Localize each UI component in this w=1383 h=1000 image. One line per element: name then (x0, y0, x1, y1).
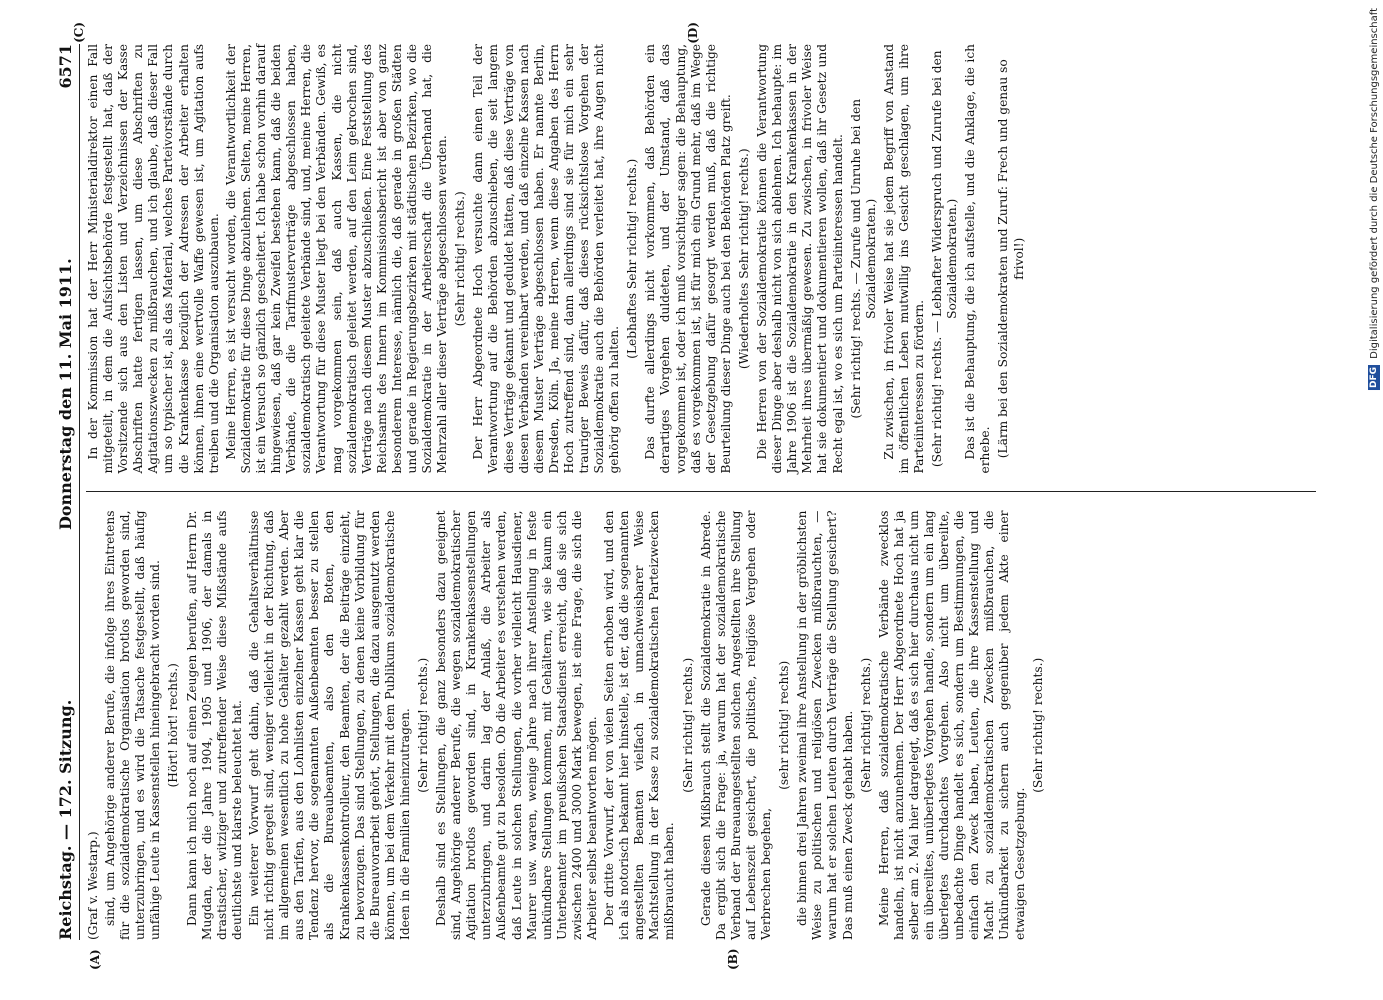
marker-d: (D) (685, 22, 700, 44)
paragraph: (Graf v. Westarp.) (85, 831, 100, 940)
paragraph: Ein weiterer Vorwurf geht dahin, daß die Gehaltsverhältnisse nicht richtig geregelt sind, weniger vielleicht in der Richtung, daß im allgemeinen wesentlich zu hohe Gehälter gezahlt werden. Aber aus den Tarifen, aus den Lohnlisten einzelner Kassen geht klar die Tendenz hervor, die sogenannten Außenbeamten besser zu stellen als die Bureaubeamten, also den Boten, den Krankenkassenkontrolleur, den Beamten, der die Beiträge einzieht, zu bevorzugen. Das sind Stellungen, zu denen keine Vorbildung für die Bureauvorarbeit gehört, Stellungen, die dazu ausgenutzt werden können, um bei dem Verkehr mit dem Publikum sozialdemokratische Ideen in die Familien hineinzutragen. (246, 510, 412, 940)
paragraph: Die Herren von der Sozialdemokratie können die Verantwortung dieser Dinge aber deshalb nicht von sich ablehnen. Ich behaupte: im Jahre 1906 ist die Sozialdemokratie in den Krankenkassen in der Mehrheit ihres übermäßig gewesen. Zu zwischen, in frivoler Weise hat sie dokumentiert und dokumentieren wollen, daß ihr Gesetz und Recht egal ist, wo es sich um Parteiinteressen handelt. (754, 44, 844, 474)
interjection: (Sehr richtig! rechts.) (858, 657, 873, 793)
paragraph: In der Kommission hat der Herr Ministerialdirektor einen Fall mitgeteilt, in dem die Aufsichtsbehörde festgestellt hat, daß der Vorsitzende sich aus den Listen und Verzeichnissen der Kasse Abschriften hatte fertigen lassen, um diese Abschriften zu Agitationszwecken zu mißbrauchen, und ich glaube, daß dieser Fall um so typischer ist, als das Material, welches Parteivorstände durch die Krankenkasse bezüglich der Adressen der Arbeiter erhalten können, ihnen eine wertvolle Waffe gewesen ist, um Agitation aufs treiben und die Organisation auszubauen. (85, 44, 221, 474)
paragraph: Dann kann ich mich noch auf einen Zeugen berufen, auf Herrn Dr. Mugdan, der die Jahre 1904, 1905 und 1906, der damals in drastischer, witziger und zutreffender Weise diese Mißstände aufs deutlichste und klarste beleuchtet hat. (184, 510, 244, 940)
column-divider (86, 492, 1316, 493)
paragraph: sind, um Angehörige anderer Berufe, die infolge ihres Eintretens für die sozialdemokratische Organisation brotlos geworden sind, unterzubringen, und es wird die Tatsache festgestellt, daß häufig unfähige Leute in Kassenstellen hineingebracht worden sind. (102, 510, 162, 940)
interjection: (Hört! hört! rechts.) (165, 663, 180, 788)
rotated-page (42, 20, 1342, 980)
paragraph: Gerade diesen Mißbrauch stellt die Sozialdemokratie in Abrede. Da ergibt sich die Frage: ja, warum hat der sozialdemokratische Verband der Bureauangestellten solchen Angestellten ihre Stellung auf Lebenszeit gesichert, die politische, religiöse Vergehen oder Verbrechen begehen, (698, 510, 773, 940)
paragraph: Der Herr Abgeordnete Hoch versuchte dann einen Teil der Verantwortung auf die Behörden abzuschieben, die seit langem diese Verträge gekannt und geduldet hätten, daß diese Verträge von diesen Verbänden vereinbart werden, und daß einzelne Kassen nach diesem Muster Verträge abgeschlossen haben. Er nannte Berlin, Dresden, Köln. Ja, meine Herren, wenn diese Angaben des Herrn Hoch zutreffend sind, dann allerdings sind sie für mich ein sehr trauriger Beweis dafür, daß dieses rücksichtslose Vorgehen der Sozialdemokratie auch die Behörden verleitet hat, ihre Augen nicht gehörig offen zu halten. (470, 44, 621, 474)
side-credit (1367, 8, 1381, 992)
interjection: (Wiederholtes Sehr richtig! rechts.) (736, 148, 751, 370)
right-column (71, 22, 1316, 474)
interjection: (sehr richtig! rechts) (776, 660, 791, 790)
paragraph: Deshalb sind es Stellungen, die ganz besonders dazu geeignet sind, Angehörige anderer Berufe, die wegen sozialdemokratischer Agitation brotlos geworden sind, in Krankenkassenstellungen unterzubringen, und darin lag der Anlaß, die Arbeiter als Außenbeamte gut zu besolden. Ob die Arbeiter es verstehen werden, daß Leute in solchen Stellungen, die vorher vielleicht Hausdiener, Maurer usw. waren, wenige Jahre nach ihrer Anstellung in feste unkündbare Stellungen kommen, mit Gehältern, wie sie kaum ein Unterbeamter im preußischen Staatsdienst erreicht, daß sie sich zwischen 2400 und 3000 Mark bewegen, ist eine Frage, die sich die Arbeiter selbst beantworten mögen. (433, 510, 599, 940)
paragraph: Das durfte allerdings nicht vorkommen, daß Behörden ein derartiges Vorgehen duldeten, und der Umstand, daß das vorgekommen ist, oder ich muß vorsichtiger sagen: die Behauptung, daß es vorgekommen ist, ist für mich ein Grund mehr, daß im Wege der Gesetzgebung dafür gesorgt werden muß, daß die richtige Beurteilung dieser Dinge auch bei den Behörden Platz greift. (642, 44, 733, 474)
page-header (56, 44, 80, 940)
header-left: Reichstag. — 172. Sitzung. (55, 699, 75, 940)
marker-c: (C) (71, 22, 86, 43)
paragraph: Zu zwischen, in frivoler Weise hat sie jedem Begriff von Anstand im öffentlichen Leben mutwillig ins Gesicht geschlagen, um ihre Parteiinteressen zu fördern. (881, 44, 926, 474)
interjection: (Sehr richtig! rechts.) (680, 657, 695, 793)
paragraph: die binnen drei Jahren zweimal ihre Anstellung in der gröblichsten Weise zu politischen und religiösen Zwecken mißbrauchten, — warum hat er solchen Leuten durch Verträge die Stellung gesichert? Das muß einen Zweck gehabt haben. (794, 510, 854, 940)
interjection: (Lärm bei den Sozialdemokraten und Zuruf: Frech und genau so frivol!) (995, 59, 1026, 459)
marker-a: (A) (87, 949, 102, 970)
interjection: (Sehr richtig! rechts. — Zurufe und Unruhe bei den Sozialdemokraten.) (848, 98, 878, 419)
dfg-logo: DFG (1369, 366, 1379, 388)
paragraph: Meine Herren, es ist versucht worden, die Verantwortlichkeit der Sozialdemokratie für diese Dinge abzulehnen. Selten, meine Herren, ist ein Versuch so gänzlich gescheitert. Ich habe schon vorhin darauf hingewiesen, daß gar kein Zweifel bestehen kann, daß die beiden Verbände, die die Tarifmusterverträge abgeschlossen haben, sozialdemokratisch geleitete Verbände sind, und, meine Herren, die Verantwortung für diese Muster liegt bei den Verbänden. Gewiß, es mag vorgekommen sein, daß auch Kassen, die nicht sozialdemokratisch geleitet werden, auf den Leim gekrochen sind, Verträge nach diesem Muster abzuschließen. Eine Feststellung des Reichsamts des Innern im Kommissionsbericht ist aber von ganz besonderem Interesse, nämlich die, daß gerade in großen Städten und gerade in Regierungsbezirken mit städtischen Bezirken, wo die Sozialdemokratie in der Arbeiterschaft die Überhand hat, die Mehrzahl aller dieser Verträge abgeschlossen werden. (223, 44, 449, 474)
paragraph: Meine Herren, daß sozialdemokratische Verbände zwecklos handeln, ist nicht anzunehmen. Der Herr Abgeordnete Hoch hat ja selber am 2. Mai hier dargelegt, daß es sich hier durchaus nicht um ein übereiltes, unüberlegtes Vorgehen handle, sondern um ein lang überlegtes durchdachtes Vorgehen. Also nicht um übereilte, unbedachte Dinge handelt es sich, sondern um Bestimmungen, die einfach den Zweck haben, Leuten, die ihre Kassenstellung und Macht zu sozialdemokratischen Zwecken mißbrauchen, die Unkündbarkeit zu sichern auch gegenüber jedem Akte einer etwaigen Gesetzgebung. (876, 510, 1027, 940)
interjection: (Sehr richtig! rechts.) (452, 191, 467, 327)
columns (71, 22, 1316, 970)
header-date: Donnerstag den 11. Mai 1911. (55, 258, 75, 531)
marker-b: (B) (725, 948, 740, 970)
interjection: (Lebhaftes Sehr richtig! rechts.) (624, 158, 639, 359)
paragraph: Der dritte Vorwurf, der von vielen Seiten erhoben wird, und den ich als notorisch bekannt hier hinstelle, ist der, daß die sogenannten angestellten Beamten vielfach in unnachweisbarer Weise Machtstellung in der Kasse zu sozialdemokratischen Parteizwecken mißbraucht haben. (601, 510, 676, 940)
interjection: (Sehr richtig! rechts.) (1030, 657, 1045, 793)
digitization-credit: Digitalisierung gefördert durch die Deutsche Forschungsgemeinschaft (1368, 8, 1380, 359)
interjection: (Sehr richtig! rechts. — Lebhafter Widerspruch und Zurufe bei den Sozialdemokraten.) (929, 50, 959, 468)
left-column (85, 510, 1316, 970)
interjection: (Sehr richtig! rechts.) (415, 657, 430, 793)
page-number: 6571 (55, 44, 75, 89)
paragraph: Das ist die Behauptung, die ich aufstelle, und die Anklage, die ich erhebe. (962, 44, 992, 474)
